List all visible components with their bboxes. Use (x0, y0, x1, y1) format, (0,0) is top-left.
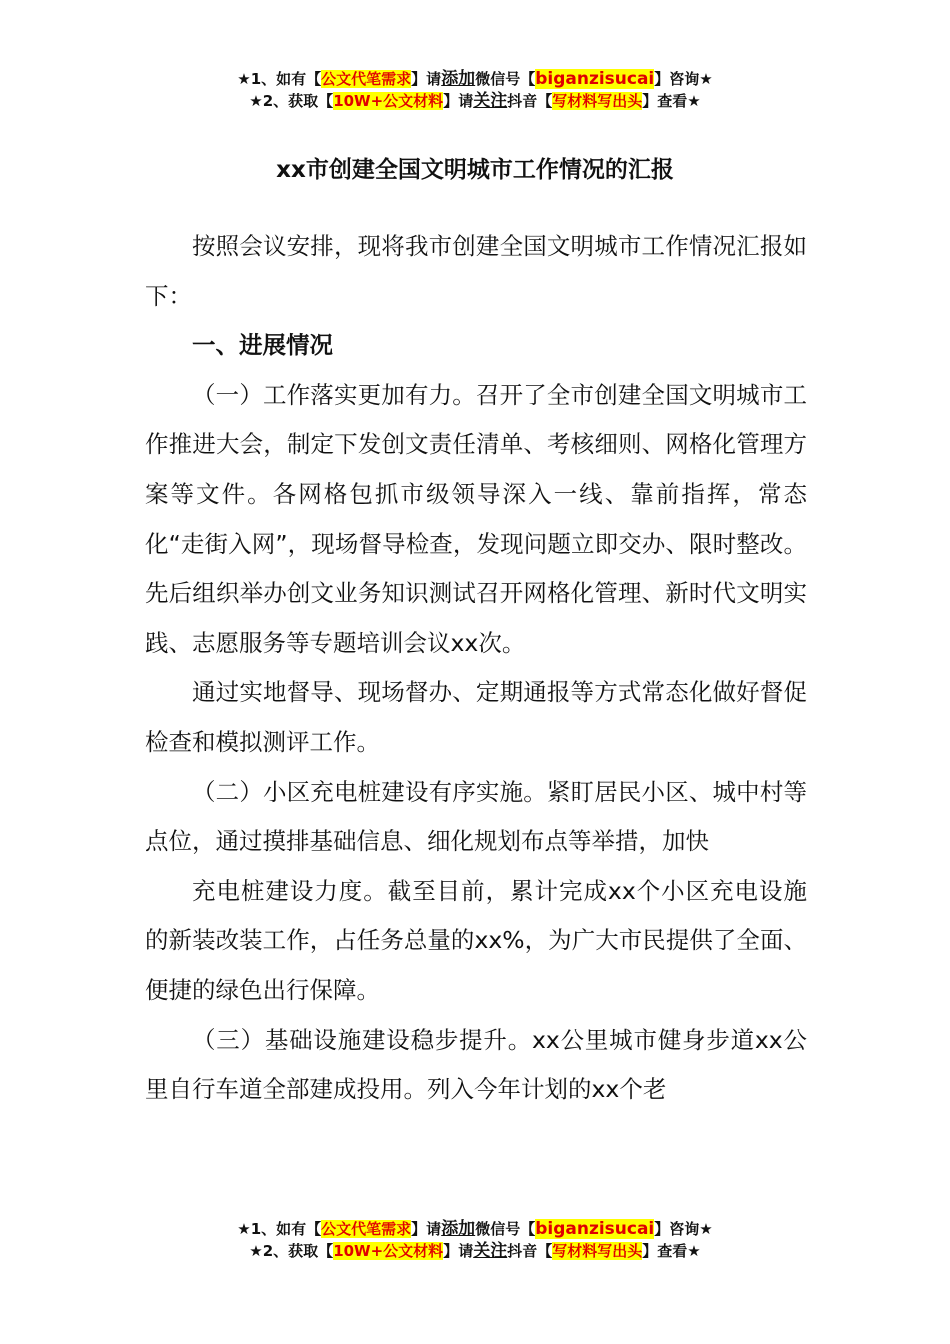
promo-text: 】查看★ (642, 92, 701, 110)
promo-text: ★2、获取【 (249, 92, 334, 110)
section-heading: 一、进展情况 (192, 331, 333, 360)
promo-line-1 (0, 1218, 950, 1240)
promo-line-2 (0, 90, 950, 112)
promo-emphasis: 关注 (473, 91, 508, 111)
promo-line-2 (0, 1240, 950, 1262)
paragraph: （二）小区充电桩建设有序实施。紧盯居民小区、城中村等点位，通过摸排基础信息、细化规划布点等举措，加快 (145, 777, 807, 856)
promo-highlight-wechat: biganzisucai (535, 69, 655, 89)
promo-text: 抖音【 (507, 92, 553, 110)
paragraph-intro: 按照会议安排，现将我市创建全国文明城市工作情况汇报如下： (145, 232, 807, 310)
promo-highlight: 公文代笔需求 (321, 70, 412, 88)
promo-highlight: 10W+公文材料 (333, 1242, 444, 1260)
promo-line-1 (0, 68, 950, 90)
promo-text: 微信号【 (475, 70, 536, 88)
promo-text: 微信号【 (475, 1220, 536, 1238)
promo-highlight: 10W+公文材料 (333, 92, 444, 110)
promo-banner-top (0, 68, 950, 112)
promo-text: 】请 (411, 70, 442, 88)
promo-emphasis: 关注 (473, 1241, 508, 1261)
promo-highlight-wechat: biganzisucai (535, 1219, 655, 1239)
promo-highlight-douyin: 写材料写出头 (552, 1242, 643, 1260)
promo-text: 】请 (443, 1242, 474, 1260)
paragraph: 通过实地督导、现场督办、定期通报等方式常态化做好督促检查和模拟测评工作。 (145, 678, 807, 756)
promo-text: 抖音【 (507, 1242, 553, 1260)
promo-text: 】请 (411, 1220, 442, 1238)
promo-text: ★1、如有【 (237, 70, 322, 88)
document-body (145, 222, 807, 1115)
promo-emphasis: 添加 (441, 1219, 476, 1239)
promo-text: ★2、获取【 (249, 1242, 334, 1260)
promo-text: 】请 (443, 92, 474, 110)
promo-text: 】查看★ (642, 1242, 701, 1260)
paragraph: 充电桩建设力度。截至目前，累计完成xx个小区充电设施的新装改装工作，占任务总量的xx%，为广大市民提供了全面、便捷的绿色出行保障。 (145, 876, 807, 1004)
promo-text: 】咨询★ (654, 1220, 713, 1238)
paragraph: （三）基础设施建设稳步提升。xx公里城市健身步道xx公里自行车道全部建成投用。列入今年计划的xx个老 (145, 1025, 807, 1104)
promo-text: 】咨询★ (654, 70, 713, 88)
promo-emphasis: 添加 (441, 69, 476, 89)
promo-highlight: 公文代笔需求 (321, 1220, 412, 1238)
promo-banner-bottom (0, 1218, 950, 1262)
promo-highlight-douyin: 写材料写出头 (552, 92, 643, 110)
promo-text: ★1、如有【 (237, 1220, 322, 1238)
paragraph: （一）工作落实更加有力。召开了全市创建全国文明城市工作推进大会，制定下发创文责任清单、考核细则、网格化管理方案等文件。各网格包抓市级领导深入一线、靠前指挥，常态化“走街入网”，现场督导检查，发现问题立即交办、限时整改。先后组织举办创文业务知识测试召开网格化管理、新时代文明实践、志愿服务等专题培训会议xx次。 (145, 380, 807, 657)
document-title: xx市创建全国文明城市工作情况的汇报 (276, 157, 674, 183)
